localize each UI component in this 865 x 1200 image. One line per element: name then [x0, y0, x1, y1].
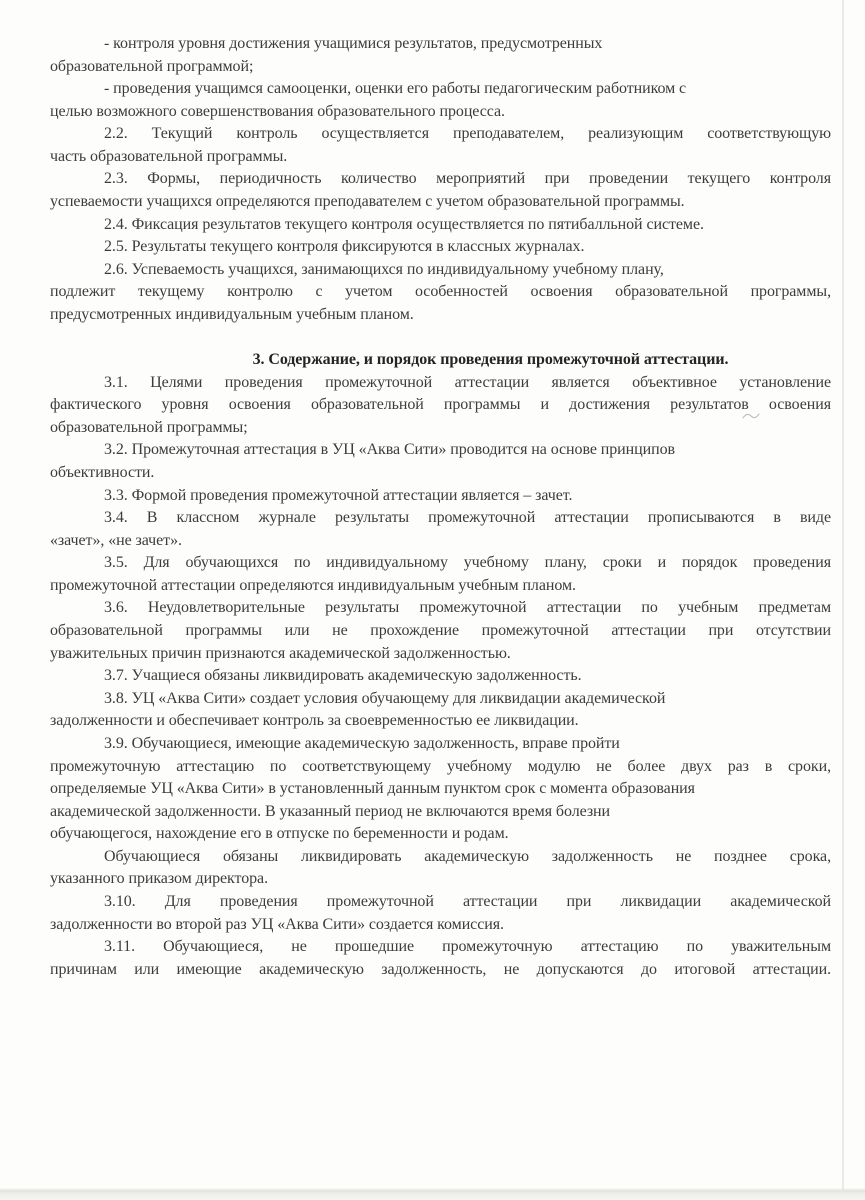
paragraph — [50, 552, 831, 597]
text-line: целью возможного совершенствования образовательного процесса. — [50, 102, 505, 120]
text-line: успеваемости учащихся определяются преподавателем с учетом образовательной программы. — [50, 193, 685, 211]
text-line: подлежит текущему контролю с учетом особенностей освоения образовательной программы, — [50, 283, 831, 301]
text-line: объективности. — [50, 463, 155, 481]
pencil-mark-artifact — [742, 410, 760, 420]
text-line: образовательной программы или не прохождение промежуточной аттестации при отсутствии — [50, 622, 831, 640]
text-line: задолженности во второй раз УЦ «Аква Сити» создается комиссия. — [50, 915, 504, 933]
text-line: определяемые УЦ «Аква Сити» в установленный данным пунктом срок с момента образования — [50, 780, 695, 798]
text-line: обучающегося, нахождение его в отпуске по беременности и родам. — [50, 825, 509, 843]
paragraph — [50, 372, 831, 440]
paragraph — [50, 597, 831, 665]
paragraph — [50, 891, 831, 936]
text-line: часть образовательной программы. — [50, 147, 288, 165]
blank-line — [50, 327, 831, 350]
text-line: - контроля уровня достижения учащимися результатов, предусмотренных — [104, 35, 603, 52]
text-line: «зачет», «не зачет». — [50, 531, 182, 549]
scan-edge-artifact — [842, 0, 844, 1190]
text-line: промежуточной аттестации определяются индивидуальным учебным планом. — [50, 576, 576, 594]
paragraph — [50, 733, 831, 846]
paragraph — [50, 33, 831, 78]
text-line: 3.2. Промежуточная аттестация в УЦ «Аква Сити» проводится на основе принципов — [104, 441, 675, 459]
text-line: 2.6. Успеваемость учащихся, занимающихся по индивидуальному учебному плану, — [104, 260, 664, 278]
document-body — [50, 0, 831, 981]
paragraph — [50, 168, 831, 213]
text-line: 3.9. Обучающиеся, имеющие академическую задолженность, вправе пройти — [104, 734, 620, 752]
paragraph — [50, 507, 831, 552]
text-line: образовательной программы; — [50, 418, 248, 436]
text-line: 2.5. Результаты текущего контроля фиксируются в классных журналах. — [104, 238, 585, 256]
text-line: 3.5. Для обучающихся по индивидуальному учебному плану, сроки и порядок проведения — [104, 554, 831, 572]
text-line: промежуточную аттестацию по соответствующему учебному модулю не более двух раз в сроки, — [50, 757, 831, 775]
paragraph — [50, 485, 831, 508]
text-line: задолженности и обеспечивает контроль за своевременностью ее ликвидации. — [50, 712, 579, 730]
text-line: Обучающиеся обязаны ликвидировать академическую задолженность не позднее срока, — [104, 847, 831, 865]
paragraph — [50, 123, 831, 168]
section-heading: 3. Содержание, и порядок проведения промежуточной аттестации. — [252, 351, 729, 369]
scan-bottom-shadow-artifact — [0, 1184, 865, 1200]
text-line: 3.11. Обучающиеся, не прошедшие промежуточную аттестацию по уважительным — [104, 938, 831, 956]
text-line: образовательной программой; — [50, 57, 254, 75]
text-line: - проведения учащимся самооценки, оценки его работы педагогическим работником с — [104, 80, 687, 98]
text-line: фактического уровня освоения образовательной программы и достижения результатов освоения — [50, 396, 831, 414]
text-line: 3.1. Целями проведения промежуточной аттестации является объективное установление — [104, 373, 831, 391]
paragraph — [50, 439, 831, 484]
text-line: 3.10. Для проведения промежуточной аттестации при ликвидации академической — [104, 892, 831, 910]
text-line: 2.4. Фиксация результатов текущего контроля осуществляется по пятибалльной системе. — [104, 215, 704, 233]
text-line: указанного приказом директора. — [50, 870, 268, 888]
paragraph — [50, 78, 831, 123]
paragraph — [50, 846, 831, 891]
text-line: причинам или имеющие академическую задолженность, не допускаются до итоговой аттестации. — [50, 960, 831, 978]
paragraph — [50, 214, 831, 237]
paragraph — [50, 236, 831, 259]
paragraph — [50, 259, 831, 327]
text-line: 3.4. В классном журнале результаты промежуточной аттестации прописываются в виде — [104, 509, 831, 527]
text-line: 2.3. Формы, периодичность количество мероприятий при проведении текущего контроля — [104, 170, 831, 188]
text-line: 3.7. Учащиеся обязаны ликвидировать академическую задолженность. — [104, 667, 582, 685]
text-line: предусмотренных индивидуальным учебным планом. — [50, 305, 414, 323]
text-line: 3.6. Неудовлетворительные результаты промежуточной аттестации по учебным предметам — [104, 599, 831, 617]
text-line: 3.3. Формой проведения промежуточной аттестации является – зачет. — [104, 486, 573, 504]
paragraph — [50, 665, 831, 688]
paragraph — [50, 688, 831, 733]
text-line: уважительных причин признаются академической задолженностью. — [50, 644, 511, 662]
text-line: академической задолженности. В указанный период не включаются время болезни — [50, 802, 611, 820]
text-line: 2.2. Текущий контроль осуществляется преподавателем, реализующим соответствующую — [104, 125, 831, 143]
paragraph — [50, 936, 831, 981]
text-line: 3.8. УЦ «Аква Сити» создает условия обучающему для ликвидации академической — [104, 689, 666, 707]
